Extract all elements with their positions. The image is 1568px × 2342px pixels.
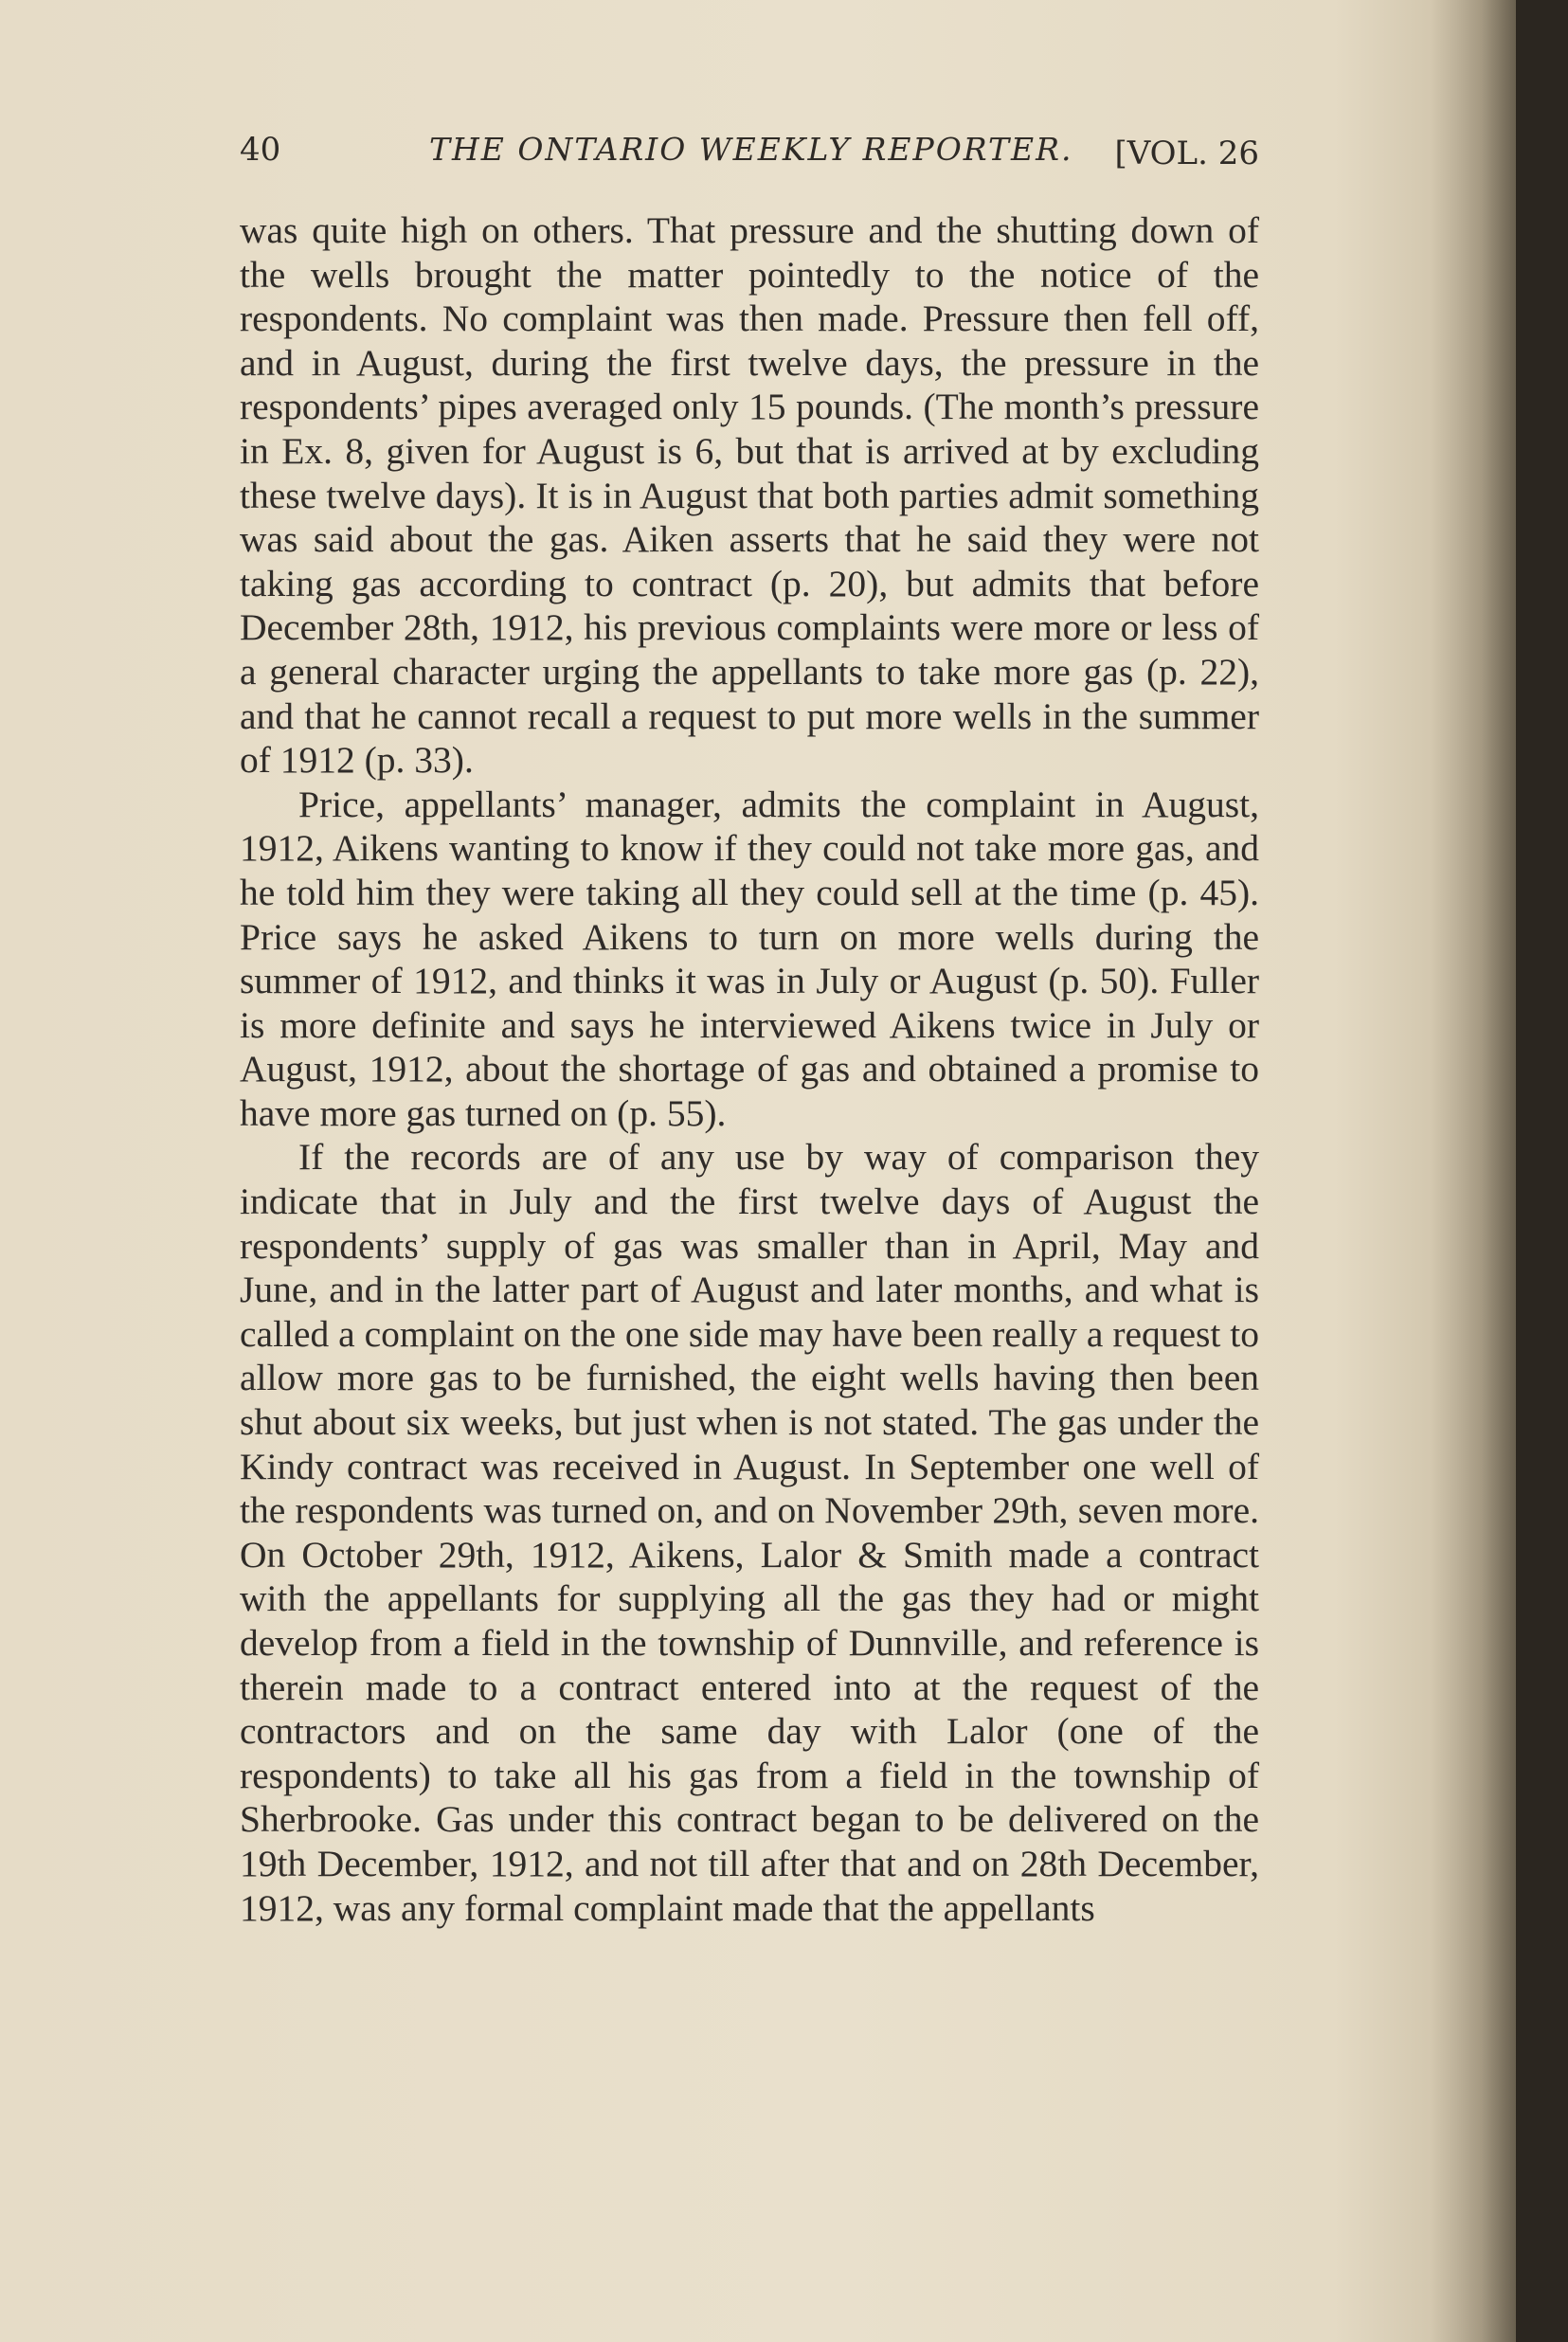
paragraph-continued: was quite high on others. That pressure and the shutting down of the wells brought the matter pointedly to the notice of the respondents. No complaint was then made. Pressure then fell off, and in August, during the first twelve days, the pressure in the respondents’ pipes averaged only 15 pounds. (The month’s pressure in Ex. 8, given for August is 6, but that is arrived at by excluding these twelve days). It is in August that both parties admit something was said about the gas. Aiken asserts that he said they were not taking gas according to contract (p. 20), but admits that before December 28th, 1912, his previous complaints were more or less of a general character urging the appellants to take more gas (p. 22), and that he cannot recall a request to put more wells in the summer of 1912 (p. 33). — [240, 209, 1259, 782]
page-body — [240, 208, 1259, 1930]
page-header — [240, 131, 1259, 188]
paragraph-records: If the records are of any use by way of comparison they indicate that in July and the first twelve days of August the respondents’ supply of gas was smaller than in April, May and June, and in the latter part of August and later months, and what is called a complaint on the one side may have been really a request to allow more gas to be furnished, the eight wells having then been shut about six weeks, but just when is not stated. The gas under the Kindy contract was received in August. In September one well of the respondents was turned on, and on November 29th, seven more. On October 29th, 1912, Aikens, Lalor & Smith made a contract with the appellants for supplying all the gas they had or might develop from a field in the township of Dunnville, and reference is therein made to a contract entered into at the request of the contractors and on the same day with Lalor (one of the respondents) to take all his gas from a field in the township of Sherbrooke. Gas under this contract began to be delivered on the 19th December, 1912, and not till after that and on 28th December, 1912, was any formal complaint made that the appellants — [240, 1136, 1259, 1929]
volume-label: [VOL. 26 — [1114, 135, 1259, 172]
page-edge-shadow — [1431, 0, 1516, 2342]
paragraph-price: Price, appellants’ manager, admits the complaint in August, 1912, Aikens wanting to know if they could not take more gas, and he told him they were taking all they could sell at the time (p. 45). Price says he asked Aikens to turn on more wells during the summer of 1912, and thinks it was in July or August (p. 50). Fuller is more definite and says he interviewed Aikens twice in July or August, 1912, about the shortage of gas and obtained a promise to have more gas turned on (p. 55). — [240, 783, 1259, 1134]
page-number: 40 — [240, 131, 281, 169]
running-title: THE ONTARIO WEEKLY REPORTER. — [429, 131, 1073, 168]
